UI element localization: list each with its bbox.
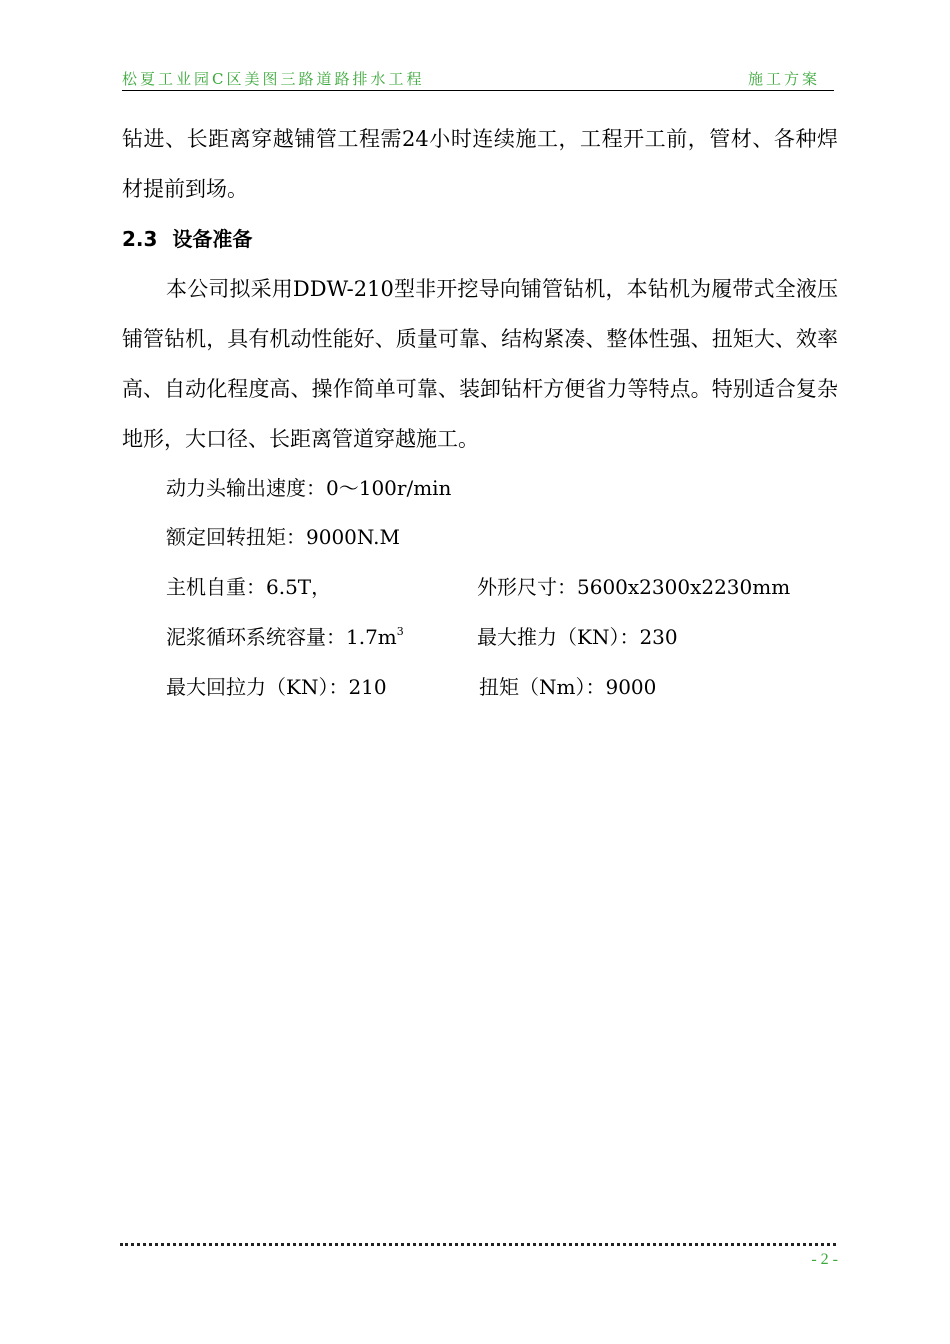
spec-speed: 动力头输出速度：0～100r/min <box>166 476 452 500</box>
spec-rated-torque: 额定回转扭矩：9000N.M <box>166 525 400 549</box>
spec-dimensions: 外形尺寸：5600x2300x2230mm <box>477 575 791 599</box>
header-doc-type: 施工方案 <box>747 70 820 88</box>
section-title: 设备准备 <box>172 227 253 251</box>
spec-mud-capacity-exponent: 3 <box>396 625 404 638</box>
spec-max-thrust: 最大推力（KN）：230 <box>477 625 678 649</box>
header-project-title: 松夏工业园C区美图三路道路排水工程 <box>122 70 425 88</box>
page-header <box>122 66 834 91</box>
spec-mud-capacity-label: 泥浆循环系统容量：1.7m <box>166 625 397 649</box>
spec-torque: 扭矩（Nm）：9000 <box>479 675 657 699</box>
section-number: 2.3 <box>122 227 158 251</box>
section-heading <box>122 214 252 264</box>
paragraph-continued: 钻进、长距离穿越铺管工程需24小时连续施工，工程开工前，管材、各种焊材提前到场。 <box>122 127 838 201</box>
spec-max-pullback: 最大回拉力（KN）：210 <box>166 675 387 699</box>
spec-weight: 主机自重：6.5T， <box>166 575 332 599</box>
paragraph-equipment: 本公司拟采用DDW-210型非开挖导向铺管钻机，本钻机为履带式全液压铺管钻机，具有机动性能好、质量可靠、结构紧凑、整体性强、扭矩大、效率高、自动化程度高、操作简单可靠、装卸钻杆方便省力等特点。特别适合复杂地形，大口径、长距离管道穿越施工。 <box>122 277 838 451</box>
footer-dotted-rule <box>120 1243 836 1246</box>
page-number: - 2 - <box>811 1251 838 1268</box>
spec-mud-capacity <box>166 612 404 662</box>
